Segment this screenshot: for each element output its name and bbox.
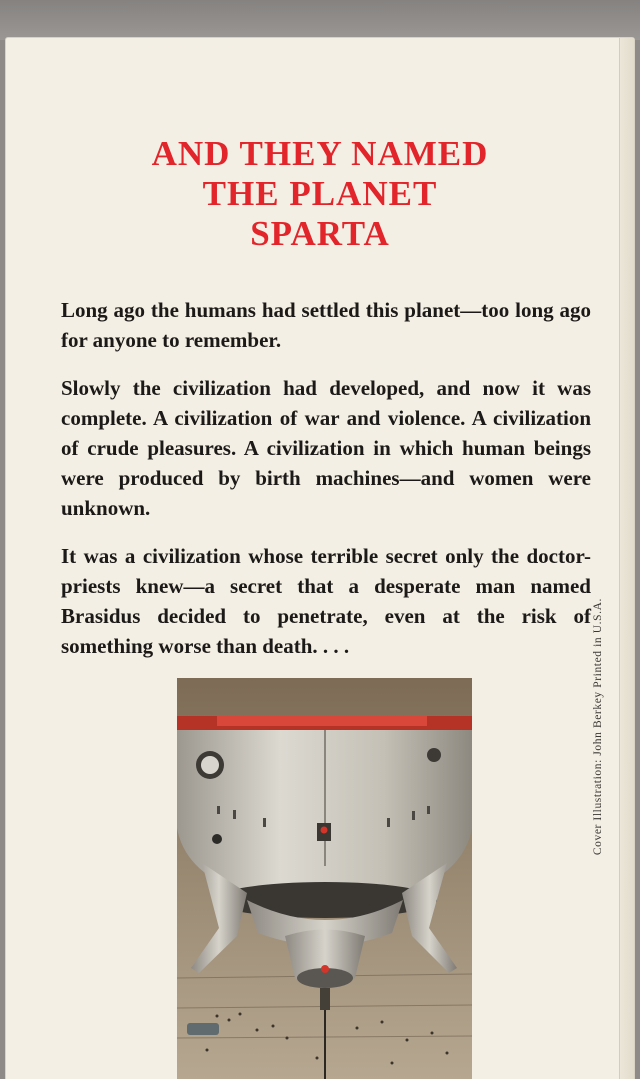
- book-back-cover: [6, 38, 634, 1079]
- headline-line-1: AND THEY NAMED: [151, 134, 489, 173]
- headline-line-2: THE PLANET: [202, 174, 438, 213]
- blurb-paragraph-2: Slowly the civilization had developed, and now it was complete. A civilization of war and violence. A civilization of crude pleasures. A civilization in which human beings were produced by birth machines—and women were unknown.: [61, 376, 591, 520]
- spaceship-illustration: [177, 678, 472, 1079]
- headline: [6, 134, 634, 254]
- spaceship-art: [177, 678, 472, 1079]
- scan-background: [0, 0, 640, 40]
- blurb-paragraph-3: It was a civilization whose terrible secret only the doctor-priests knew—a secret that a desperate man named Brasidus decided to penetrate, even at the risk of something worse than death. . . .: [61, 544, 591, 658]
- blurb-paragraph-1: Long ago the humans had settled this planet—too long ago for anyone to remember.: [61, 298, 591, 352]
- headline-line-3: SPARTA: [250, 214, 390, 253]
- blurb: [61, 295, 591, 679]
- illustration-credit: Cover Illustration: John Berkey Printed in U.S.A.: [592, 598, 604, 856]
